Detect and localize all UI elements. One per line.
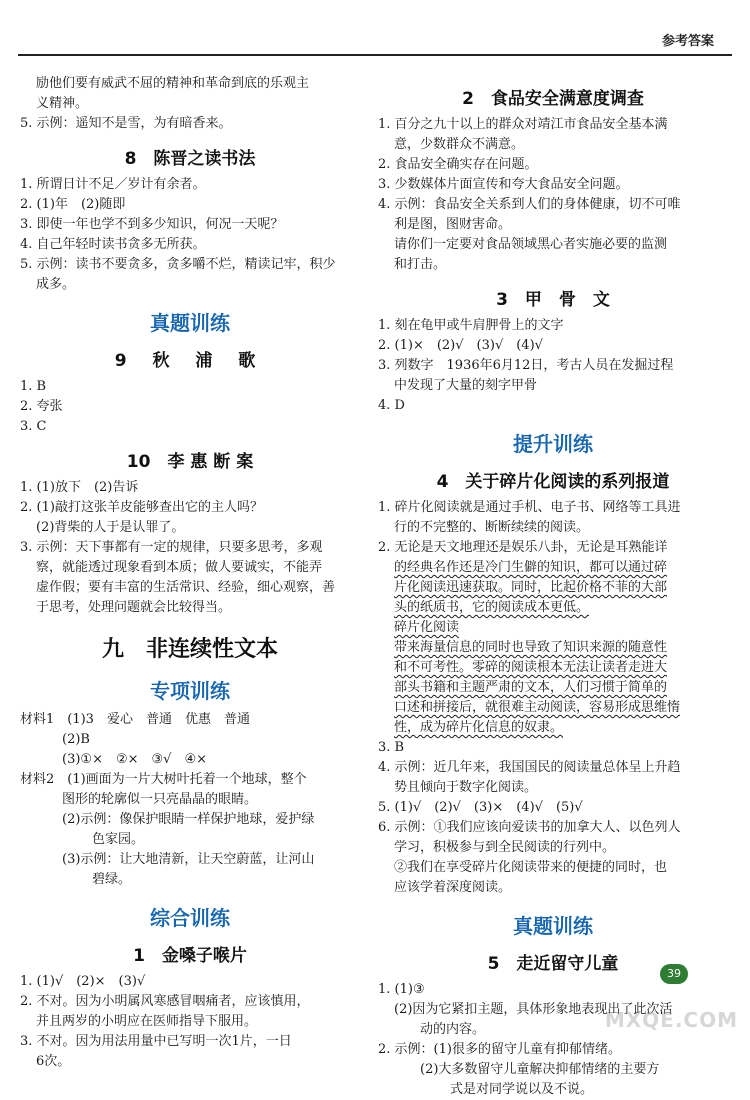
answer-line: 口述和拼接后，就很难主动阅读，容易形成思维惰	[394, 700, 681, 715]
section-banner: 专项训练	[150, 679, 230, 703]
answer-line: 2. 示例：(1)很多的留守儿童有抑郁情绪。	[378, 1042, 621, 1057]
watermark: MXQE.COM	[604, 1008, 738, 1032]
answer-line: 意，少数群众不满意。	[394, 137, 525, 152]
answer-line: (2)B	[62, 732, 90, 747]
answer-line: 4. 示例：近几年来，我国国民的阅读量总体呈上升趋	[378, 760, 681, 775]
right-column	[378, 74, 728, 1100]
answer-line: 3. 少数媒体片面宣传和夸大食品安全问题。	[378, 177, 629, 192]
section-banner: 提升训练	[513, 432, 593, 456]
answer-line: 察，就能透过现象看到本质；做人要诚实，不能弄	[36, 560, 323, 575]
answer-line: 1. 百分之九十以上的群众对靖江市食品安全基本满	[378, 117, 668, 132]
article-title: 9 秋 浦 歌	[114, 351, 266, 371]
answer-line: 部头书籍和主题严肃的文本，人们习惯于简单的	[394, 680, 668, 695]
answer-line: 2. (1)× (2)√ (3)√ (4)√	[378, 338, 543, 353]
header-divider	[18, 54, 732, 56]
answer-line: 碧绿。	[92, 872, 132, 887]
answer-line: (2)因为它紧扣主题，具体形象地表现出了此次活	[394, 1002, 673, 1017]
answer-line: 3. 列数字 1936年6月12日，考古人员在发掘过程	[378, 358, 674, 373]
answer-line: 5. 示例：遥知不是雪，为有暗香来。	[20, 116, 232, 131]
answer-line: (3)①× ②× ③√ ④×	[62, 752, 207, 767]
answer-line: 学习，积极参与到全民阅读的行列中。	[394, 840, 616, 855]
article-title: 5 走近留守儿童	[487, 954, 619, 974]
page-number: 39	[660, 964, 688, 984]
answer-line: 义精神。	[36, 96, 89, 111]
answer-line: 中发现了大量的刻字甲骨	[394, 378, 538, 393]
section-banner: 真题训练	[150, 311, 230, 335]
answer-line: 1. 所谓日计不足／岁计有余者。	[20, 177, 206, 192]
left-column	[20, 74, 360, 1072]
answer-line: 4. D	[378, 398, 405, 413]
answer-line: 2. 夸张	[20, 399, 63, 414]
answer-line: 2. (1)敲打这张羊皮能够查出它的主人吗？	[20, 500, 263, 515]
article-title: 2 食品安全满意度调查	[462, 89, 644, 109]
answer-line: 和不可考性。零碎的阅读根本无法让读者走进大	[394, 660, 668, 675]
answer-line: 6次。	[36, 1054, 71, 1069]
answer-line: 4. 自己年轻时读书贪多无所获。	[20, 237, 206, 252]
answer-line: 3. 即使一年也学不到多少知识，何况一天呢？	[20, 217, 284, 232]
answer-line: 5. 示例：读书不要贪多，贪多嚼不烂，精读记牢，积少	[20, 257, 336, 272]
answer-line: 图形的轮廓似一只亮晶晶的眼睛。	[62, 792, 258, 807]
answer-line: (2)大多数留守儿童解决抑郁情绪的主要方	[420, 1062, 660, 1077]
answer-line: 1. 刻在龟甲或牛肩胛骨上的文字	[378, 318, 564, 333]
answer-line: 利是图，图财害命。	[394, 217, 512, 232]
answer-line: 5. (1)√ (2)√ (3)× (4)√ (5)√	[378, 800, 583, 815]
answer-line: 2. 食品安全确实存在问题。	[378, 157, 538, 172]
answer-line: 带来海量信息的同时也导致了知识来源的随意性	[394, 640, 668, 655]
answer-line: 1. (1)放下 (2)告诉	[20, 480, 139, 495]
answer-line: 的经典名作还是冷门生僻的知识，都可以通过碎	[394, 560, 668, 575]
answer-line: (3)示例：让大地清新，让天空蔚蓝，让河山	[62, 852, 315, 867]
answer-line: 励他们要有威武不屈的精神和革命到底的乐观主	[36, 76, 310, 91]
answer-line: 动的内容。	[420, 1022, 486, 1037]
answer-line: 色家园。	[92, 832, 145, 847]
answer-line: 材料2 (1)画面为一片大树叶托着一个地球，整个	[20, 772, 307, 787]
answer-line: 虚作假；要有丰富的生活常识、经验，细心观察，善	[36, 580, 336, 595]
page-header: 参考答案	[661, 34, 714, 49]
answer-line: (2)背柴的人于是认罪了。	[36, 520, 185, 535]
article-title: 1 金嗓子喉片	[133, 946, 247, 966]
article-title: 10 李 惠 断 案	[126, 452, 254, 472]
answer-line: ②我们在享受碎片化阅读带来的便捷的同时，也	[394, 860, 668, 875]
answer-line: 3. C	[20, 419, 47, 434]
answer-line: 应该学着深度阅读。	[394, 880, 512, 895]
answer-line: 3. 不对。因为用法用量中已写明一次1片，一日	[20, 1034, 292, 1049]
answer-line: 1. (1)③	[378, 982, 425, 997]
answer-line: 碎片化阅读	[394, 620, 460, 635]
answer-line: 并且两岁的小明应在医师指导下服用。	[36, 1014, 258, 1029]
answer-line: 成多。	[36, 277, 76, 292]
answer-line: 1. (1)√ (2)× (3)√	[20, 974, 146, 989]
answer-line: (2)示例：像保护眼睛一样保护地球，爱护绿	[62, 812, 315, 827]
article-title: 4 关于碎片化阅读的系列报道	[436, 472, 670, 492]
section-banner: 真题训练	[513, 914, 593, 938]
answer-line: 头的纸质书，它的阅读成本更低。	[394, 600, 590, 615]
answer-line: 6. 示例：①我们应该向爱读书的加拿大人、以色列人	[378, 820, 681, 835]
article-title: 3 甲 骨 文	[496, 290, 610, 310]
section-banner: 综合训练	[150, 906, 230, 930]
answer-line: 3. B	[378, 740, 405, 755]
answer-line: 片化阅读迅速获取。同时，比起价格不菲的大部	[394, 580, 668, 595]
answer-line: 式是对同学说以及不说。	[450, 1082, 594, 1097]
answer-line: 和打击。	[394, 257, 447, 272]
answer-line: 3. 示例：天下事都有一定的规律，只要多思考，多观	[20, 540, 323, 555]
answer-line: 行的不完整的、断断续续的阅读。	[394, 520, 590, 535]
answer-line: 请你们一定要对食品领域黑心者实施必要的监测	[394, 237, 668, 252]
answer-line: 2. 不对。因为小明属风寒感冒咽痛者，应该慎用，	[20, 994, 310, 1009]
answer-line: 2. (1)年 (2)随即	[20, 197, 126, 212]
answer-line: 于思考，处理问题就会比较得当。	[36, 600, 232, 615]
article-title: 8 陈晋之读书法	[124, 149, 256, 169]
answer-line: 1. 碎片化阅读就是通过手机、电子书、网络等工具进	[378, 500, 681, 515]
unit-title: 九 非连续性文本	[101, 637, 278, 662]
answer-line: 1. B	[20, 379, 47, 394]
answer-line: 性，成为碎片化信息的奴隶。	[394, 720, 564, 735]
answer-line: 2. 无论是天文地理还是娱乐八卦，无论是耳熟能详	[378, 540, 668, 555]
answer-line: 4. 示例：食品安全关系到人们的身体健康，切不可唯	[378, 197, 681, 212]
answer-line: 势且倾向于数字化阅读。	[394, 780, 538, 795]
answer-line: 材料1 (1)3 爱心 普通 优惠 普通	[20, 712, 250, 727]
